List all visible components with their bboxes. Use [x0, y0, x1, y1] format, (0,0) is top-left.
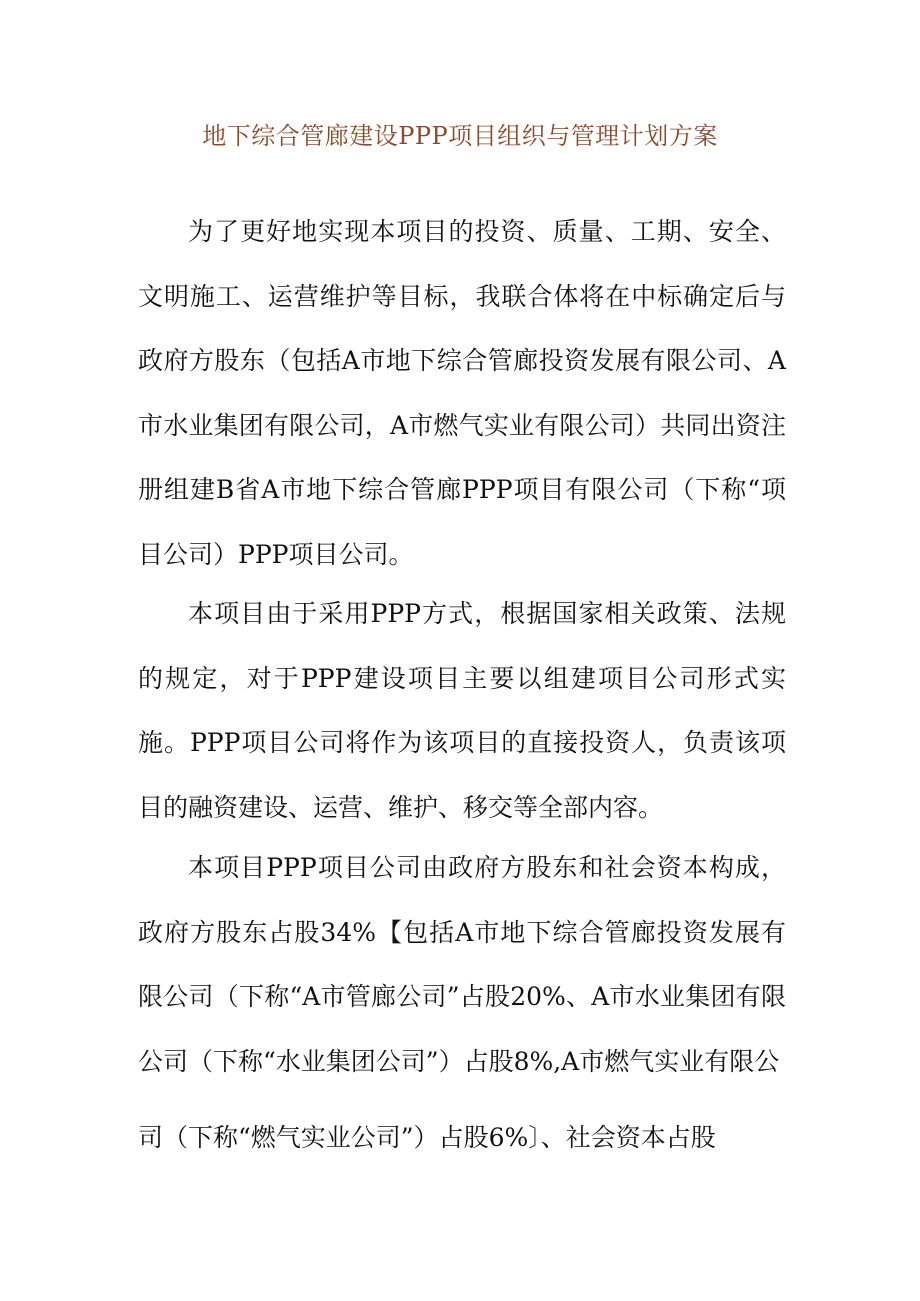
paragraph-3-continuation: 司（下称“燃气实业公司”）占股6%〕、社会资本占股: [138, 1123, 716, 1152]
paragraph-3: 本项目PPP项目公司由政府方股东和社会资本构成，政府方股东占股34%【包括A市地下综合管廊投资发展有限公司（下称“A市管廊公司”占股20%、A市水业集团有限公司（下称“水业集团公司”）占股8%,A市燃气实业有限公: [138, 853, 786, 1076]
document-title: 地下综合管廊建设PPP项目组织与管理计划方案: [202, 122, 718, 150]
paragraph-2: 本项目由于采用PPP方式，根据国家相关政策、法规的规定，对于PPP建设项目主要以组建项目公司形式实施。PPP项目公司将作为该项目的直接投资人，负责该项目的融资建设、运营、维护、移交等全部内容。: [138, 599, 786, 822]
paragraph-1: 为了更好地实现本项目的投资、质量、工期、安全、文明施工、运营维护等目标，我联合体将在中标确定后与政府方股东（包括A市地下综合管廊投资发展有限公司、A市水业集团有限公司，A市燃气实业有限公司）共同出资注册组建B省A市地下综合管廊PPP项目有限公司（下称“项目公司）PPP项目公司。: [138, 217, 786, 569]
